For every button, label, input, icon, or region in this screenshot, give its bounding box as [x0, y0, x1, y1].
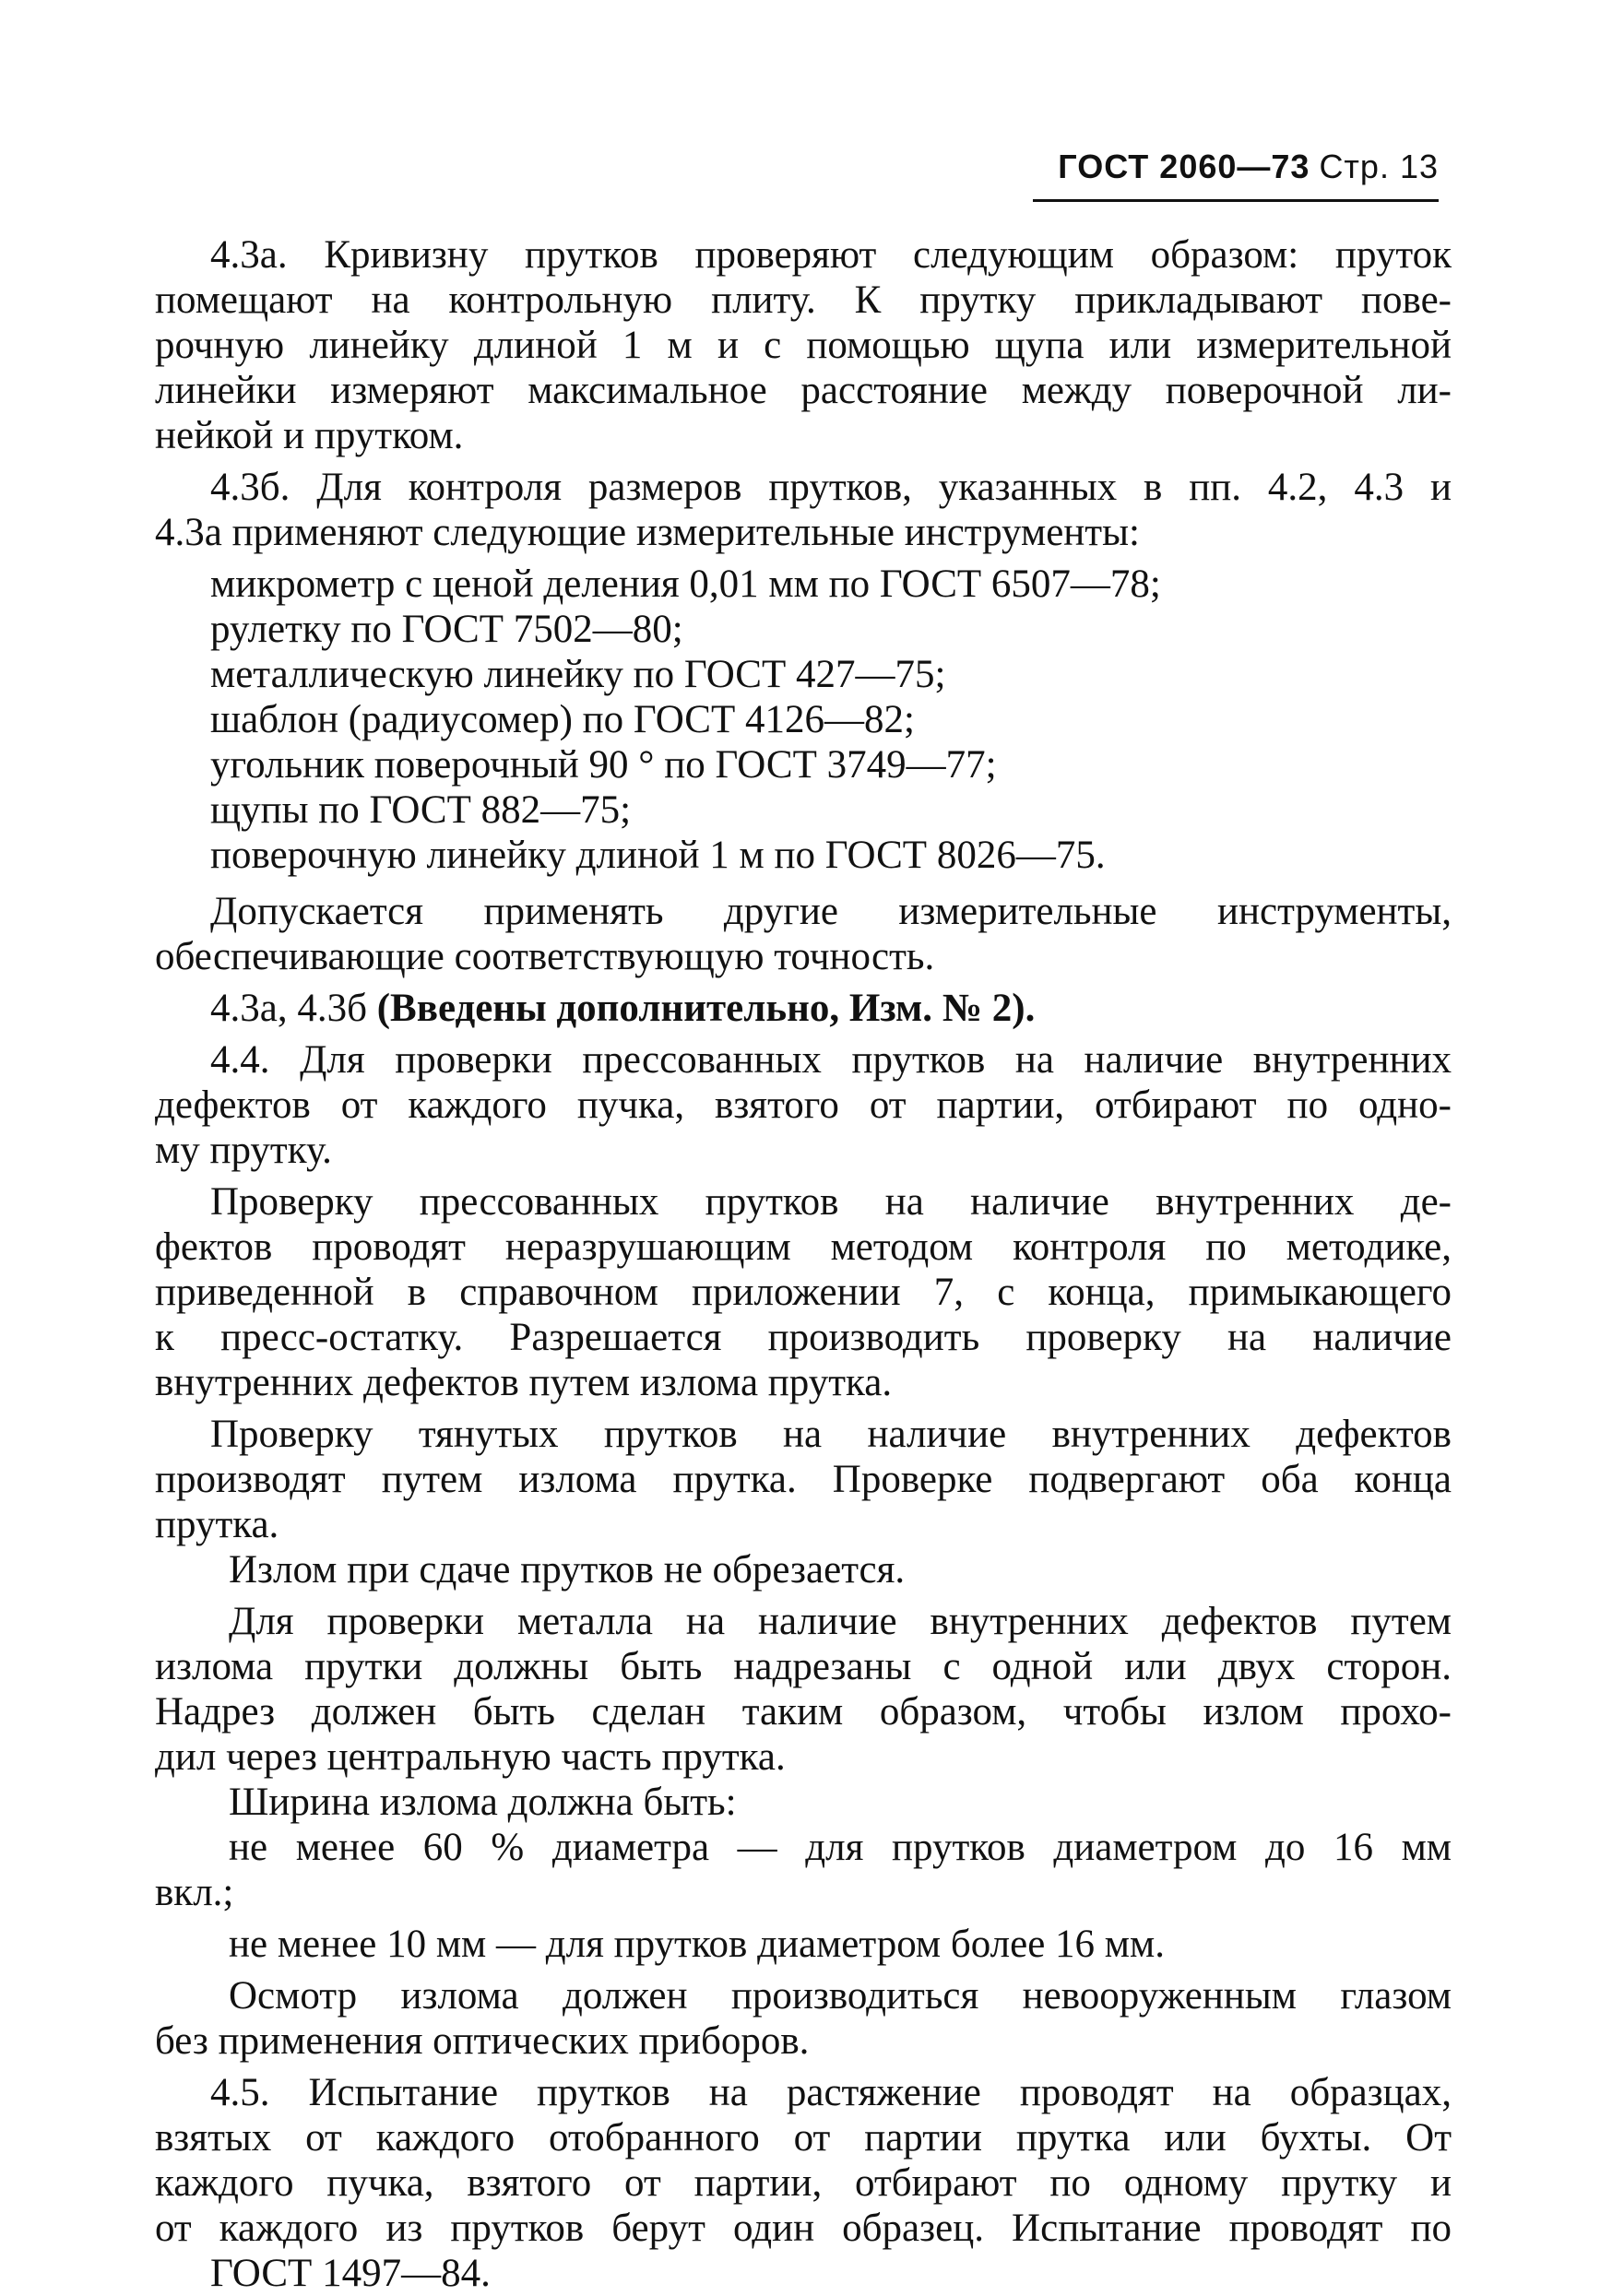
line-text: вкл.; [155, 1871, 234, 1914]
text-line [155, 787, 1452, 833]
text-line [155, 1502, 1452, 1547]
header-rule [1033, 199, 1439, 202]
text-line [155, 934, 1452, 979]
text-line [155, 697, 1452, 742]
text-line [155, 368, 1452, 413]
text-line [155, 1225, 1452, 1270]
line-text: приведенной в справочном приложении 7, с конца, примыкающего [155, 1271, 1452, 1314]
running-head [1058, 148, 1439, 186]
text-line [155, 607, 1452, 652]
page-header [1033, 142, 1439, 207]
text-line [155, 562, 1452, 607]
text-line [155, 2018, 1452, 2064]
text-line [155, 1412, 1452, 1457]
text-line [155, 1780, 1452, 1825]
line-text: дил через центральную часть прутка. [155, 1735, 786, 1779]
text-line [155, 1083, 1452, 1128]
line-text: от каждого из прутков берут один образец. Испытание проводят по [155, 2207, 1452, 2250]
line-text: 4.3а, 4.3б [210, 987, 367, 1030]
text-line [155, 2251, 1452, 2296]
line-text: металлическую линейку по ГОСТ 427—75; [210, 653, 946, 696]
line-text: производят путем излома прутка. Проверке подвергают оба конца [155, 1458, 1452, 1501]
text-line [155, 2160, 1452, 2206]
line-text: Проверку тянутых прутков на наличие внутренних дефектов [210, 1413, 1452, 1456]
text-line [155, 413, 1452, 458]
text-line [155, 1360, 1452, 1405]
text-line [155, 2070, 1452, 2115]
line-text: Для проверки металла на наличие внутренних дефектов путем [229, 1600, 1452, 1643]
line-text: шаблон (радиусомер) по ГОСТ 4126—82; [210, 698, 915, 741]
text-line [155, 1179, 1452, 1225]
line-text: 4.3б. Для контроля размеров прутков, указанных в пп. 4.2, 4.3 и [210, 466, 1452, 509]
line-text: фектов проводят неразрушающим методом контроля по методике, [155, 1225, 1452, 1269]
line-text: линейки измеряют максимальное расстояние между поверочной ли- [155, 369, 1452, 412]
line-text: дефектов от каждого пучка, взятого от партии, отбирают по одно- [155, 1083, 1452, 1127]
line-text: Допускается применять другие измерительные инструменты, [210, 890, 1452, 933]
line-text: микрометр с ценой деления 0,01 мм по ГОСТ 6507—78; [210, 562, 1161, 606]
line-text: Надрез должен быть сделан таким образом, чтобы излом прохо- [155, 1690, 1452, 1734]
line-text: нейкой и прутком. [155, 414, 464, 457]
text-line [155, 1128, 1452, 1173]
text-line [155, 1037, 1452, 1083]
text-line [155, 1922, 1452, 1967]
line-text: 4.5. Испытание прутков на растяжение проводят на образцах, [210, 2071, 1452, 2114]
line-text: угольник поверочный 90 ° по ГОСТ 3749—77; [210, 743, 997, 787]
line-text: Осмотр излома должен производиться невооруженным глазом [229, 1974, 1452, 2018]
document-body [155, 232, 1452, 2296]
line-text: не менее 60 % диаметра — для прутков диаметром до 16 мм [229, 1826, 1452, 1869]
line-text: рулетку по ГОСТ 7502—80; [210, 608, 683, 651]
text-line [155, 652, 1452, 697]
text-line [155, 1599, 1452, 1644]
page-number: Стр. 13 [1319, 148, 1439, 185]
text-line [155, 1734, 1452, 1780]
text-line [155, 1457, 1452, 1502]
text-line [155, 1270, 1452, 1315]
text-line [155, 889, 1452, 934]
text-line [155, 1870, 1452, 1915]
text-line [155, 1315, 1452, 1360]
line-text: прутка. [155, 1503, 279, 1546]
line-text: щупы по ГОСТ 882—75; [210, 788, 632, 832]
text-line [155, 2206, 1452, 2251]
line-text: без применения оптических приборов. [155, 2019, 810, 2063]
text-line [155, 1644, 1452, 1689]
text-line [155, 1547, 1452, 1592]
text-line [155, 323, 1452, 368]
line-text: Проверку прессованных прутков на наличие внутренних де- [210, 1180, 1452, 1224]
line-text: внутренних дефектов путем излома прутка. [155, 1361, 893, 1404]
line-text: обеспечивающие соответствующую точность. [155, 935, 935, 978]
line-text: Ширина излома должна быть: [229, 1781, 737, 1824]
line-text: поверочную линейку длиной 1 м по ГОСТ 8026—75. [210, 834, 1106, 877]
text-line [155, 833, 1452, 878]
text-line [155, 465, 1452, 510]
text-line [155, 1825, 1452, 1870]
text-line [155, 742, 1452, 787]
line-text: ГОСТ 1497—84. [210, 2252, 491, 2295]
line-text: не менее 10 мм — для прутков диаметром более 16 мм. [229, 1923, 1165, 1966]
text-line [155, 1973, 1452, 2018]
text-line [155, 278, 1452, 323]
line-text: излома прутки должны быть надрезаны с одной или двух сторон. [155, 1645, 1452, 1688]
line-text: взятых от каждого отобранного от партии прутка или бухты. От [155, 2116, 1452, 2160]
line-text: Излом при сдаче прутков не обрезается. [229, 1548, 906, 1592]
line-text: 4.4. Для проверки прессованных прутков на наличие внутренних [210, 1038, 1452, 1082]
text-line [155, 2115, 1452, 2160]
line-text: к пресс-остатку. Разрешается производить проверку на наличие [155, 1316, 1452, 1359]
line-text: помещают на контрольную плиту. К прутку прикладывают пове- [155, 278, 1452, 322]
amendment-note: (Введены дополнительно, Изм. № 2). [376, 987, 1036, 1030]
line-text: рочную линейку длиной 1 м и с помощью щупа или измерительной [155, 324, 1452, 367]
text-line [155, 232, 1452, 278]
text-line [155, 510, 1452, 555]
line-text: 4.3а. Кривизну прутков проверяют следующим образом: пруток [210, 233, 1452, 277]
standard-number: ГОСТ 2060—73 [1058, 148, 1310, 185]
line-text: каждого пучка, взятого от партии, отбирают по одному прутку и [155, 2161, 1452, 2205]
text-line [155, 1689, 1452, 1734]
line-text: 4.3а применяют следующие измерительные инструменты: [155, 511, 1140, 554]
text-line [155, 986, 1452, 1031]
line-text: му прутку. [155, 1129, 332, 1172]
